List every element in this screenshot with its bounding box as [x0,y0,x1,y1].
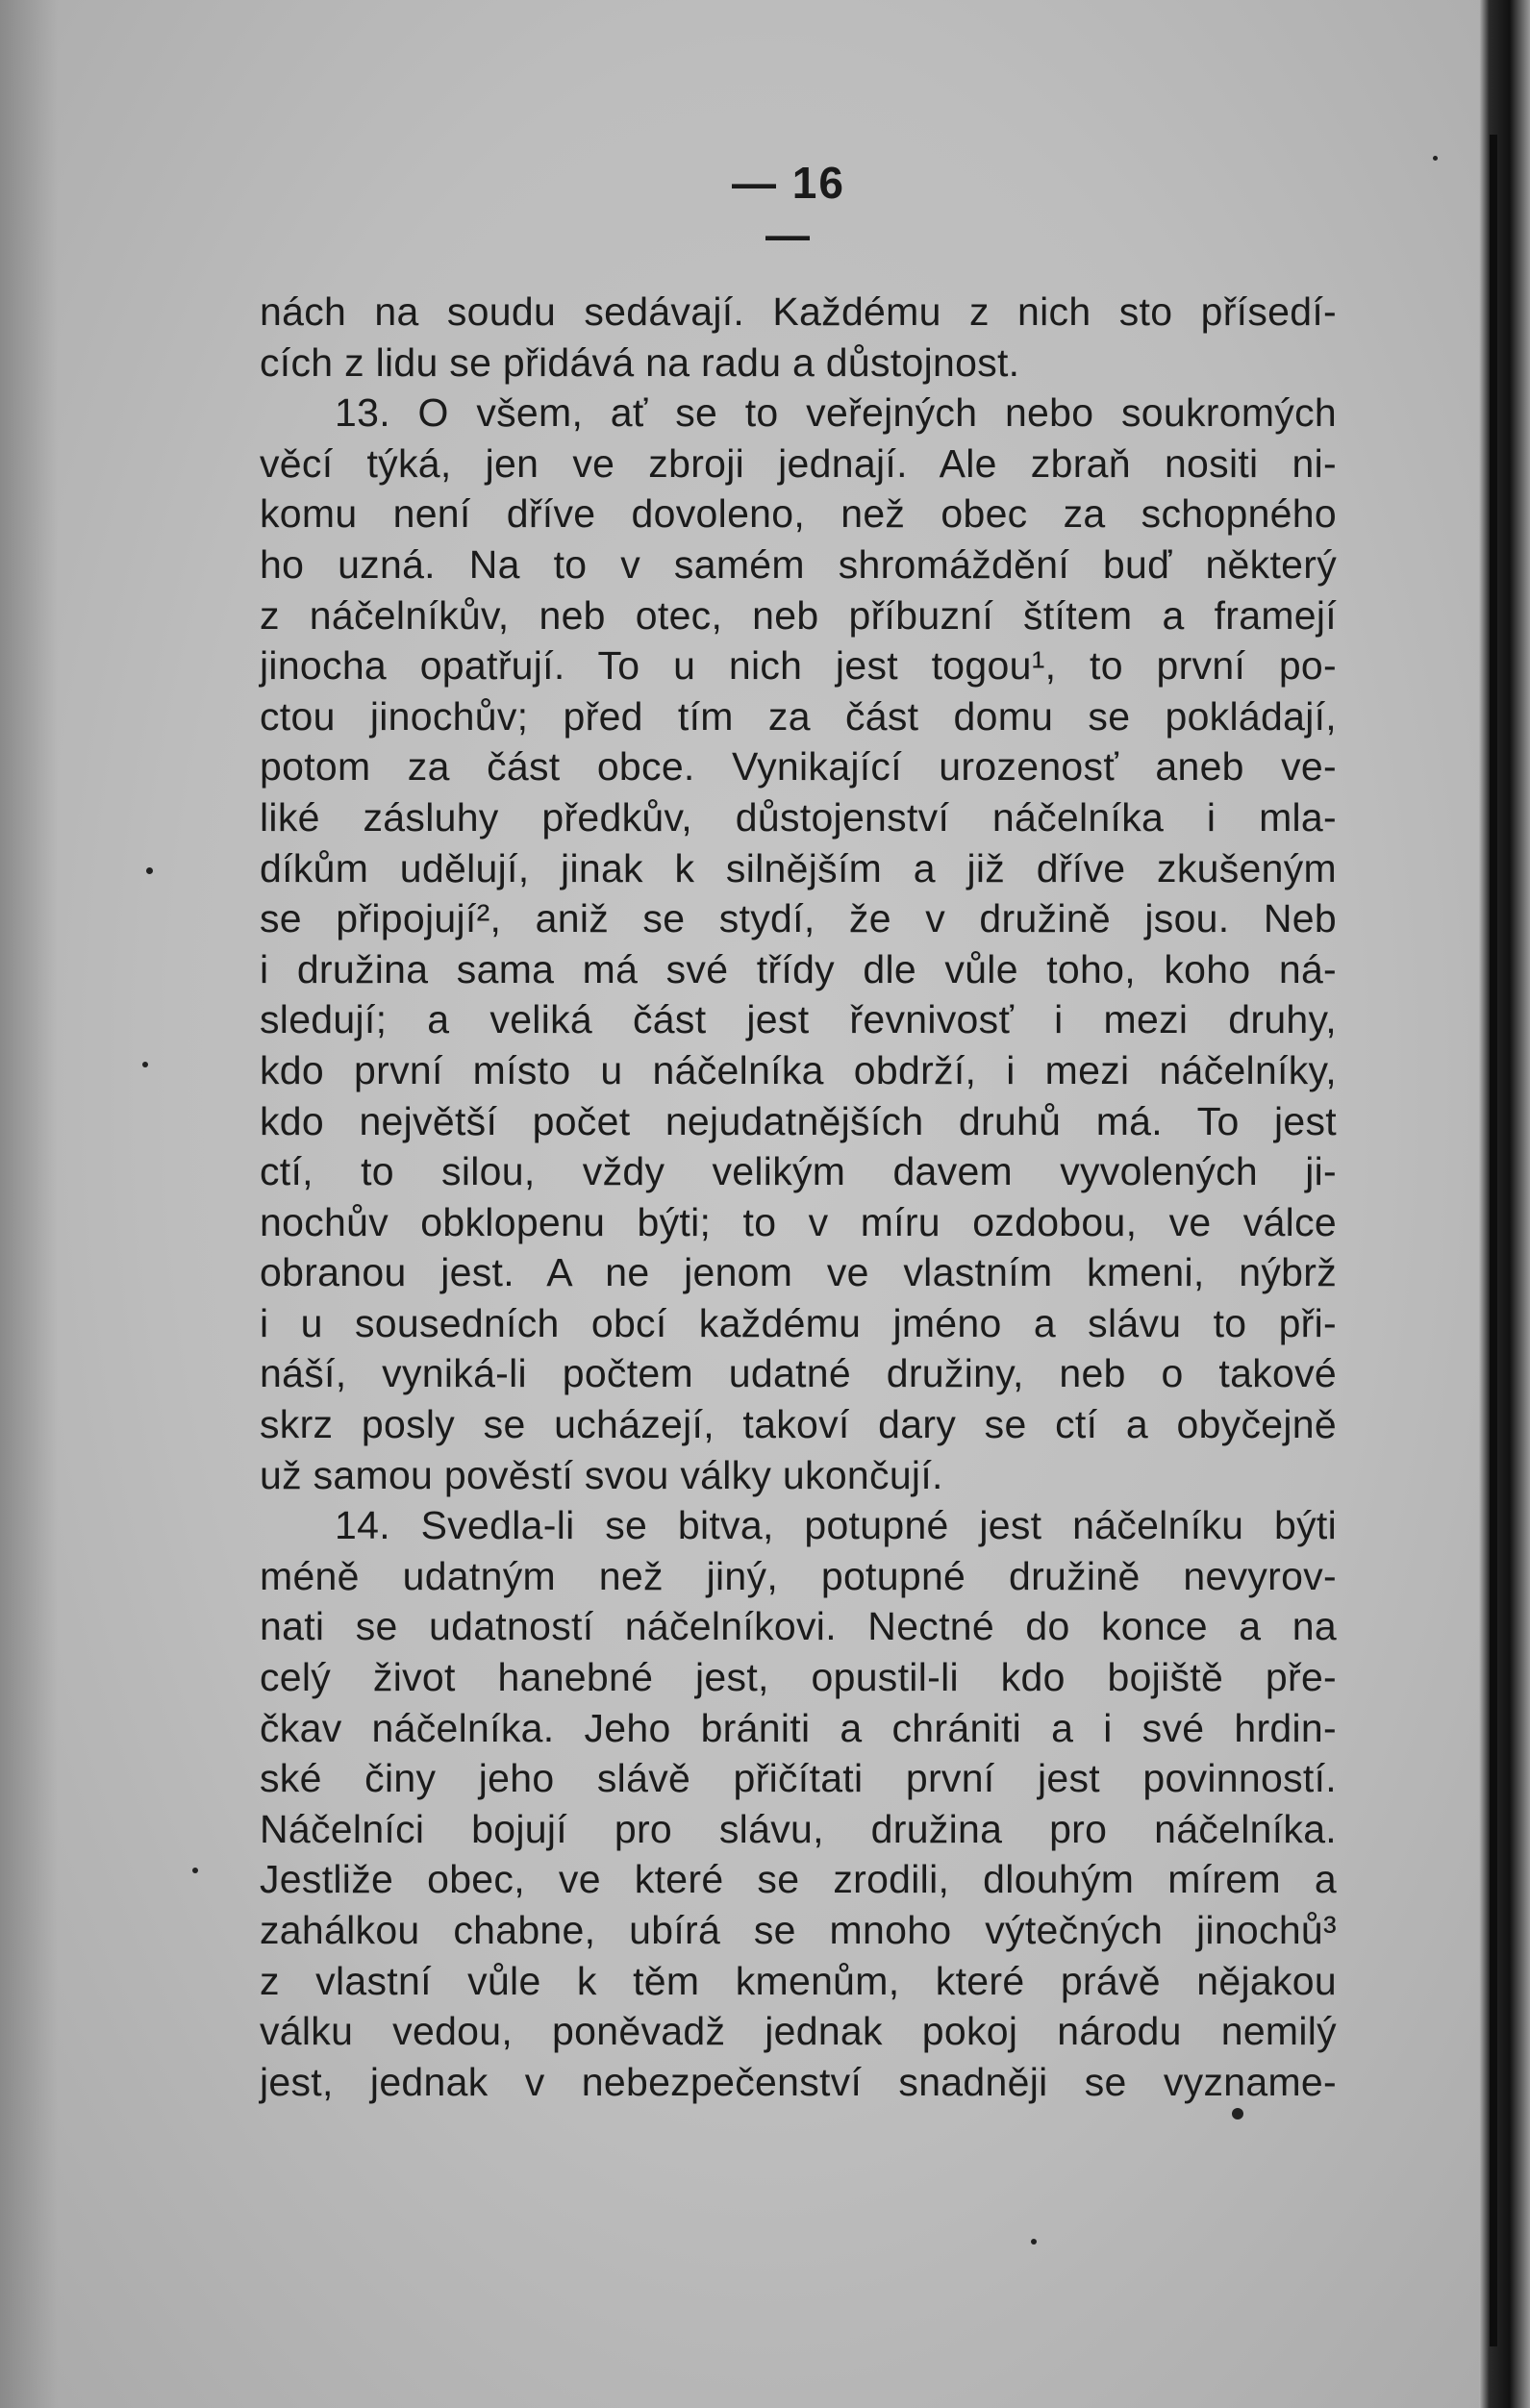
body-text [260,287,1337,2107]
dust-speck [146,867,153,874]
text-line: obranou jest. A ne jenom ve vlastním kmeni, nýbrž [260,1250,1337,1295]
text-line: nách na soudu sedávají. Každému z nich sto přísedí- [260,289,1337,334]
book-spine-line [1490,135,1497,2346]
text-line: ctou jinochův; před tím za část domu se pokládají, [260,693,1337,739]
text-line: se připojují², aniž se stydí, že v družině jsou. Neb [260,896,1337,941]
text-line: 14. Svedla-li se bitva, potupné jest náčelníku býti [335,1503,1337,1548]
dust-speck [192,1868,198,1873]
text-line: jest, jednak v nebezpečenství snadněji se vyzname- [260,2059,1337,2104]
text-line: věcí týká, jen ve zbroji jednají. Ale zbraň nositi ni- [260,440,1337,486]
book-spine-edge [1479,0,1530,2408]
text-line: ho uzná. Na to v samém shromáždění buď některý [260,541,1337,587]
text-line: sledují; a veliká část jest řevnivosť i mezi druhy, [260,997,1337,1042]
text-line: náší, vyniká-li počtem udatné družiny, neb o takové [260,1351,1337,1396]
text-line: ské činy jeho slávě přičítati první jest povinností. [260,1756,1337,1801]
text-line: potom za část obce. Vynikající urozenosť aneb ve- [260,744,1337,790]
text-line: komu není dříve dovoleno, než obec za schopného [260,491,1337,537]
text-line: nati se udatností náčelníkovi. Nectné do konce a na [260,1604,1337,1649]
text-line: i družina sama má své třídy dle vůle toho, koho ná- [260,946,1337,991]
text-line: i u sousedních obcí každému jméno a slávu to při- [260,1300,1337,1345]
text-line: čkav náčelníka. Jeho brániti a chrániti a i své hrdin- [260,1705,1337,1750]
text-line: z náčelníkův, neb otec, neb příbuzní štítem a framejí [260,592,1337,638]
text-line: ctí, to silou, vždy velikým davem vyvolených ji- [260,1149,1337,1194]
dust-speck [1433,156,1438,161]
text-line: kdo největší počet nejudatnějších druhů má. To jest [260,1098,1337,1143]
text-line: díkům udělují, jinak k silnějším a již dříve zkušeným [260,845,1337,890]
text-line: cích z lidu se přidává na radu a důstojnost. [260,339,1020,385]
text-line: 13. O všem, ať se to veřejných nebo soukromých [335,390,1337,436]
text-line: nochův obklopenu býti; to v míru ozdobou, ve válce [260,1199,1337,1244]
text-line: Náčelníci bojují pro slávu, družina pro náčelníka. [260,1806,1337,1851]
text-line: Jestliže obec, ve které se zrodili, dlouhým mírem a [260,1857,1337,1902]
text-line: válku vedou, poněvadž jednak pokoj národu nemilý [260,2009,1337,2054]
text-line: kdo první místo u náčelníka obdrží, i mezi náčelníky, [260,1047,1337,1092]
text-line: z vlastní vůle k těm kmenům, které právě nějakou [260,1958,1337,2003]
text-line: méně udatným než jiný, potupné družině nevyrov- [260,1553,1337,1598]
dust-speck [1232,2108,1243,2120]
dust-speck [1031,2239,1037,2245]
text-line: jinocha opatřují. To u nich jest togou¹, to první po- [260,643,1337,689]
text-line: liké zásluhy předkův, důstojenství náčelníka i mla- [260,794,1337,840]
text-line: už samou pověstí svou války ukončují. [260,1452,943,1497]
text-line: zahálkou chabne, ubírá se mnoho výtečných jinochů³ [260,1908,1337,1952]
text-line: skrz posly se ucházejí, takoví dary se ctí a obyčejně [260,1402,1337,1447]
text-line: celý život hanebné jest, opustil-li kdo bojiště pře- [260,1655,1337,1700]
page-left-shadow [0,0,58,2408]
dust-speck [142,1062,148,1067]
page-number: — 16 — [732,158,845,260]
